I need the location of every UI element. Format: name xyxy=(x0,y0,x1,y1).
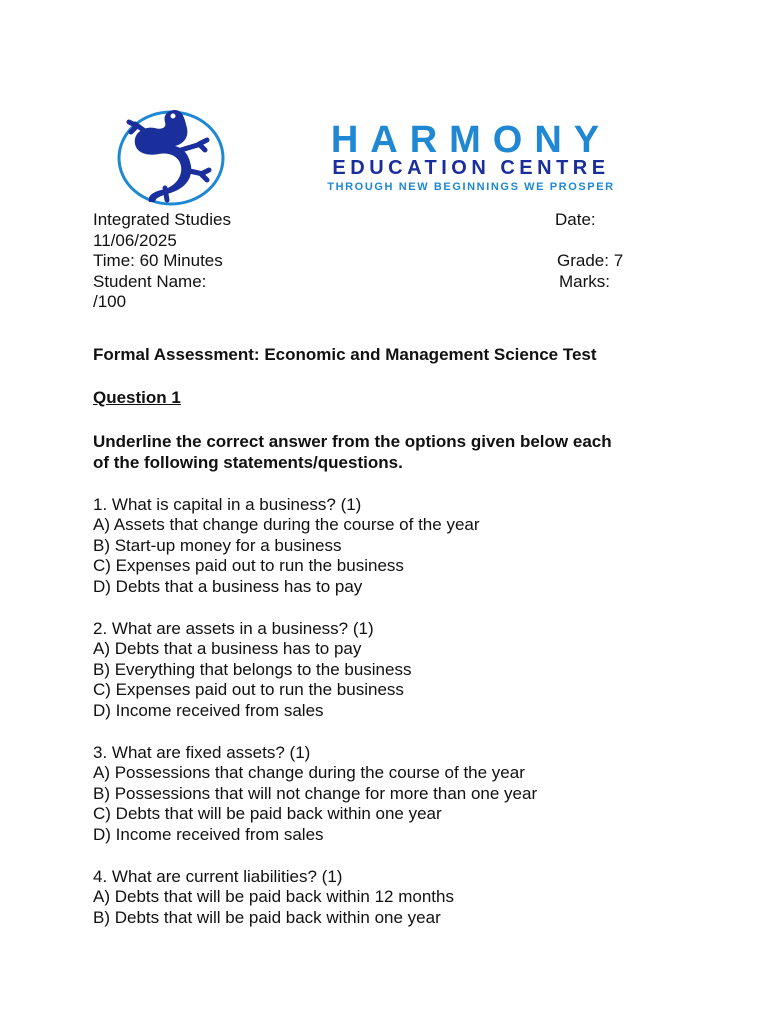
question-prompt: 4. What are current liabilities? (1) xyxy=(93,866,343,886)
grade-label: Grade: 7 xyxy=(557,251,624,270)
logo-tagline: THROUGH NEW BEGINNINGS WE PROSPER xyxy=(327,181,615,193)
gecko-emblem-icon xyxy=(109,104,227,208)
question-prompt: 2. What are assets in a business? (1) xyxy=(93,618,374,638)
answer-option: B) Everything that belongs to the business xyxy=(93,659,412,679)
instruction-line-2: of the following statements/questions. xyxy=(93,452,403,472)
date-label: Date: xyxy=(555,210,596,229)
instruction-line-1: Underline the correct answer from the options given below each xyxy=(93,432,612,451)
question-prompt: 3. What are fixed assets? (1) xyxy=(93,742,311,762)
answer-option: A) Debts that a business has to pay xyxy=(93,639,362,658)
date-value: 11/06/2025 xyxy=(93,230,177,250)
section-heading: Question 1 xyxy=(93,388,181,407)
question-prompt: 1. What is capital in a business? (1) xyxy=(93,494,362,514)
answer-option: B) Debts that will be paid back within one year xyxy=(93,907,441,927)
subject-label: Integrated Studies xyxy=(93,210,231,229)
answer-option: A) Assets that change during the course of the year xyxy=(93,515,480,534)
assessment-title: Formal Assessment: Economic and Management Science Test xyxy=(93,345,597,364)
logo-line1: HARMONY xyxy=(330,119,612,161)
logo-line2: EDUCATION CENTRE xyxy=(332,157,610,179)
student-name-label: Student Name: xyxy=(93,271,207,291)
answer-option: B) Possessions that will not change for more than one year xyxy=(93,783,538,803)
answer-option: C) Debts that will be paid back within one year xyxy=(93,804,442,823)
school-logo xyxy=(93,104,683,208)
answer-option: C) Expenses paid out to run the business xyxy=(93,680,404,699)
answer-option: D) Debts that a business has to pay xyxy=(93,576,363,596)
time-label: Time: 60 Minutes xyxy=(93,251,223,270)
marks-label: Marks: xyxy=(559,271,610,291)
marks-value: /100 xyxy=(93,292,127,311)
answer-option: D) Income received from sales xyxy=(93,700,324,720)
logo-wordmark xyxy=(279,118,664,198)
answer-option: D) Income received from sales xyxy=(93,824,324,844)
answer-option: B) Start-up money for a business xyxy=(93,535,342,555)
answer-option: A) Debts that will be paid back within 12 months xyxy=(93,887,454,906)
answer-option: C) Expenses paid out to run the business xyxy=(93,556,404,575)
answer-option: A) Possessions that change during the course of the year xyxy=(93,763,525,782)
